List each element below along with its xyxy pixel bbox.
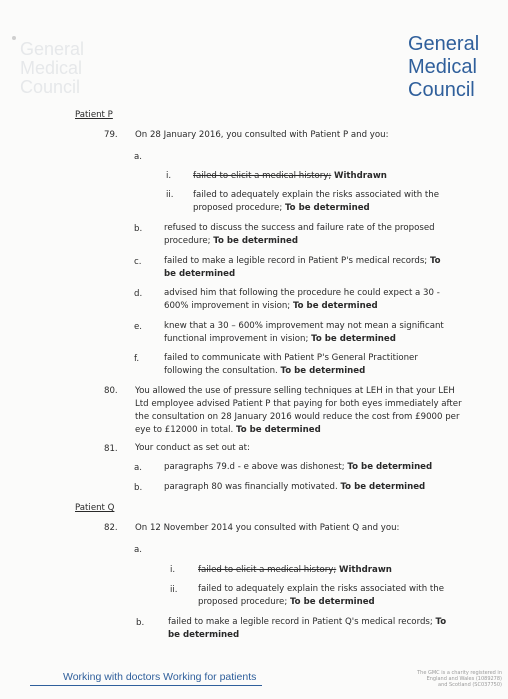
para-79e-text: knew that a 30 – 600% improvement may not mean a significant functional improvement in vision; [164,321,444,344]
para-79b [164,222,454,248]
logo-line-2: Medical [408,56,477,78]
para-82-intro: On 12 November 2014 you consulted with Patient Q and you: [135,523,400,533]
para-80-text: You allowed the use of pressure selling techniques at LEH in that your LEH Ltd employee advised Patient P that paying for both eyes immediately after the consultation on 28 January 2016 would reduce the cost from £9000 per eye to £12000 in total. [135,386,462,435]
para-81-intro: Your conduct as set out at: [135,443,250,453]
para-80-number: 80. [104,386,118,396]
para-79a-label: a. [134,152,142,162]
watermark-line-3: Council [20,77,81,97]
logo-line-1: General [408,33,480,55]
para-82b-text: failed to make a legible record in Patient Q's medical records; [168,617,433,627]
para-82a-i-struck-text: failed to elicit a medical history; [198,565,337,575]
para-79c-status: To be determined [164,256,441,279]
watermark-line-1: General [20,39,85,59]
para-79c [164,255,454,281]
para-79f-text: failed to communicate with Patient P's General Practitioner following the consultation. [164,353,418,376]
para-79d-label: d. [134,289,143,299]
para-79e-status: To be determined [311,334,396,344]
charity-line-3: and Scotland (SC037750) [438,682,502,688]
charity-line-1: The GMC is a charity registered in [417,670,502,676]
para-79-intro: On 28 January 2016, you consulted with Patient P and you: [135,130,389,140]
para-82a-i [198,564,463,577]
para-82a-i-status: Withdrawn [338,565,392,575]
para-79f-label: f. [134,354,140,364]
para-82a-ii-label: ii. [170,585,178,595]
para-79c-text: failed to make a legible record in Patient P's medical records; [164,256,428,266]
patient-p-heading: Patient P [75,110,113,120]
gmc-logo [408,33,479,102]
para-79a-i-struck-text: failed to elicit a medical history; [193,171,332,181]
para-79b-text: refused to discuss the success and failure rate of the proposed procedure; [164,223,435,246]
watermark-line-2: Medical [20,58,83,78]
para-81b-label: b. [134,483,143,493]
para-81a-status: To be determined [347,462,433,472]
para-81b [164,481,464,494]
footer-rule [30,685,262,686]
para-80-status: To be determined [235,425,321,435]
para-79d-status: To be determined [292,301,378,311]
para-82a-ii-text: failed to adequately explain the risks associated with the proposed procedure; [198,584,445,607]
para-79f-status: To be determined [280,366,366,376]
para-82a-ii-status: To be determined [289,597,375,607]
footer-tagline: Working with doctors Working for patients [63,671,257,683]
logo-line-3: Council [408,79,475,101]
para-82a-label: a. [134,545,142,555]
para-79c-label: c. [134,257,142,267]
para-81a-label: a. [134,463,142,473]
para-79b-status: To be determined [213,236,298,246]
para-81b-status: To be determined [340,482,426,492]
para-81b-text: paragraph 80 was financially motivated. [164,482,338,492]
para-79d-text: advised him that following the procedure he could expect a 30 - 600% improvement in vision; [164,288,440,311]
para-79a-ii-text: failed to adequately explain the risks associated with the proposed procedure; [193,190,440,213]
punch-hole-mark [12,36,16,40]
para-79a-i [193,170,463,183]
para-80 [135,385,470,437]
para-81-number: 81. [104,444,118,454]
para-81a [164,461,464,474]
para-79e-label: e. [134,322,143,332]
para-79a-i-status: Withdrawn [333,171,387,181]
para-79a-i-label: i. [166,171,172,181]
para-82b [168,616,458,642]
watermark [20,40,84,97]
para-82b-status: To be determined [168,617,447,640]
charity-line-2: England and Wales (1089278) [426,676,502,682]
para-82a-ii [198,583,463,609]
para-79e [164,320,464,346]
para-79f [164,352,454,378]
para-79a-ii-label: ii. [166,190,174,200]
para-79b-label: b. [134,224,143,234]
para-82b-label: b. [136,618,145,628]
para-79a-ii-status: To be determined [284,203,370,213]
para-82-number: 82. [104,523,118,533]
para-79-number: 79. [104,130,118,140]
para-82a-i-label: i. [170,565,176,575]
patient-q-heading: Patient Q [75,503,115,513]
charity-notice [392,670,502,688]
para-79a-ii [193,189,458,215]
para-81a-text: paragraphs 79.d - e above was dishonest; [164,462,345,472]
para-79d [164,287,454,313]
